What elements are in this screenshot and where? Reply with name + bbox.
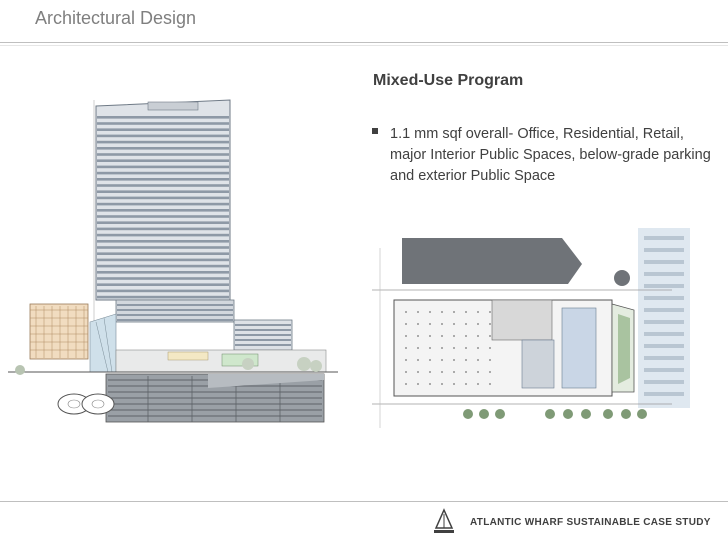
building-elevation-drawing — [8, 92, 338, 432]
section-heading: Mixed-Use Program — [373, 72, 524, 89]
site-plan-drawing — [372, 228, 690, 440]
title-divider-light — [0, 45, 728, 46]
atlantic-wharf-logo-icon — [430, 508, 458, 536]
bullet-text: 1.1 mm sqf overall- Office, Residential, Retail, major Interior Public Spaces, below-grade parking and exterior Public Space — [390, 126, 711, 184]
footer-text: ATLANTIC WHARF SUSTAINABLE CASE STUDY — [470, 517, 711, 528]
slide-title: Architectural Design — [35, 8, 197, 28]
bullet-item — [372, 124, 712, 187]
title-divider — [0, 42, 728, 43]
footer-divider — [0, 501, 728, 502]
square-bullet-icon — [372, 128, 378, 134]
bullet-list — [372, 124, 712, 187]
